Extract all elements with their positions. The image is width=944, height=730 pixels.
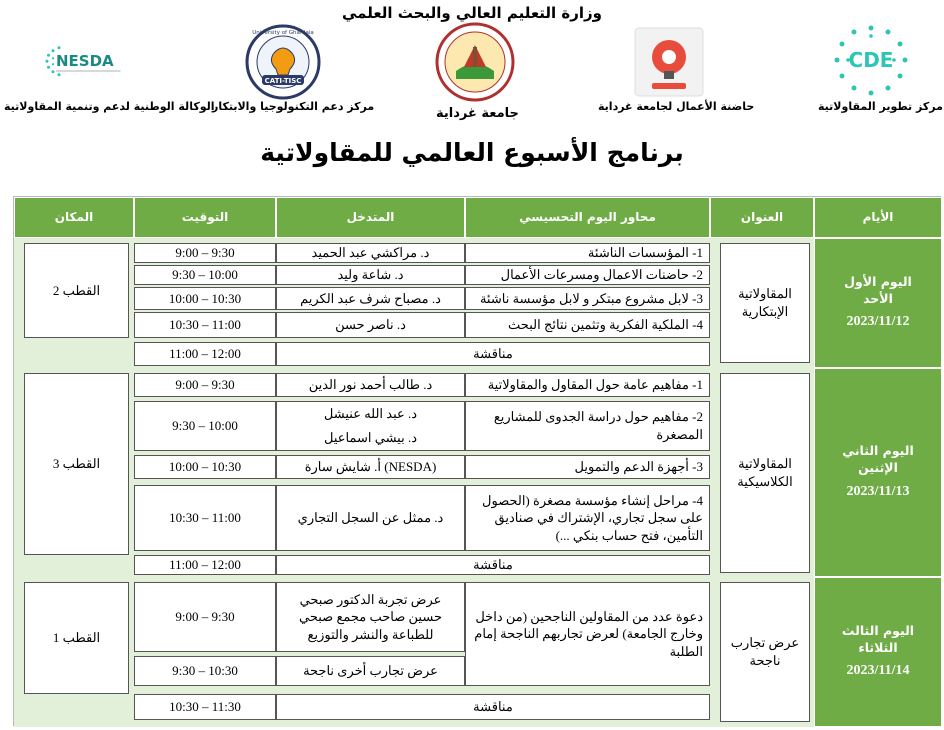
day2-time-4: 10:30 – 11:00	[134, 485, 276, 551]
day2-time-5: 11:00 – 12:00	[134, 555, 276, 575]
day3-name: اليوم الثالث	[841, 622, 915, 638]
day3-axis-1: دعوة عدد من المقاولين الناجحين (من داخل وخارج الجامعة) لعرض تجاربهم الناجحة إمام الطلبة	[465, 582, 710, 686]
day1-axis-4: 4- الملكية الفكرية وتثمين نتائج البحث	[465, 312, 710, 338]
nesda-logo	[38, 22, 128, 102]
day3-discussion: مناقشة	[276, 694, 710, 720]
caption-cati: مركز دعم التكنولوجيا والابتكار	[212, 100, 375, 113]
day1-date: 2023/11/12	[846, 314, 910, 330]
nesda-logo-text: NESDA	[56, 51, 114, 70]
day1-speaker-4: د. ناصر حسن	[276, 312, 465, 338]
day2-time-2: 9:30 – 10:00	[134, 401, 276, 451]
day2-discussion: مناقشة	[276, 555, 710, 575]
day3-weekday: الثلاثاء	[858, 639, 898, 655]
day2-time-3: 10:00 – 10:30	[134, 455, 276, 479]
day1-time-4: 10:30 – 11:00	[134, 312, 276, 338]
day1-time-5: 11:00 – 12:00	[134, 342, 276, 366]
cde-logo-text: CDE	[848, 48, 894, 72]
page-title: برنامج الأسبوع العالمي للمقاولاتية	[260, 138, 684, 167]
university-logo	[430, 22, 520, 102]
header-topic: العنوان	[710, 197, 814, 238]
day3-speaker-1: عرض تجربة الدكتور صبحي حسين صاحب مجمع صبحي للطباعة والنشر والتوزيع	[276, 582, 465, 652]
cati-logo-text: CATI-TISC	[264, 77, 302, 85]
day3-time-3: 10:30 – 11:30	[134, 694, 276, 720]
day3-time-2: 9:30 – 10:30	[134, 656, 276, 686]
day1-axis-1: 1- المؤسسات الناشئة	[465, 243, 710, 263]
day1-cell	[814, 238, 942, 368]
day2-speaker-4: د. ممثل عن السجل التجاري	[276, 485, 465, 551]
day2-time-1: 9:00 – 9:30	[134, 373, 276, 397]
day3-time-1: 9:00 – 9:30	[134, 582, 276, 652]
day1-place: القطب 2	[24, 243, 129, 338]
day2-place: القطب 3	[24, 373, 129, 555]
day2-cell	[814, 368, 942, 577]
day2-speaker-2a: د. عبد الله عنيشل	[323, 406, 418, 422]
header-days: الأيام	[814, 197, 942, 238]
day2-axis-3: 3- أجهزة الدعم والتمويل	[465, 455, 710, 479]
caption-university: جامعة غرداية	[436, 106, 519, 121]
day2-date: 2023/11/13	[846, 483, 910, 499]
day2-name: اليوم الثاني	[842, 443, 914, 459]
caption-cde: مركز تطوير المقاولاتية	[818, 100, 943, 113]
day1-topic: المقاولاتية الإبتكارية	[720, 243, 810, 363]
day1-weekday: الأحد	[863, 290, 893, 306]
day1-time-2: 9:30 – 10:00	[134, 265, 276, 285]
header-speaker: المتدخل	[276, 197, 465, 238]
day3-speaker-2: عرض تجارب أخرى ناجحة	[276, 656, 465, 686]
day1-axis-3: 3- لابل مشروع مبتكر و لابل مؤسسة ناشئة	[465, 287, 710, 310]
day3-place: القطب 1	[24, 582, 129, 694]
schedule-table	[13, 196, 941, 726]
day2-axis-1: 1- مفاهيم عامة حول المقاول والمقاولاتية	[465, 373, 710, 397]
day2-speaker-2	[276, 401, 465, 451]
day2-weekday: الإثنين	[858, 460, 898, 476]
caption-nesda: الوكالة الوطنية لدعم وتنمية المقاولاتية	[4, 100, 215, 113]
cde-logo	[826, 22, 916, 102]
day2-speaker-3: أ. شايش سارة (NESDA)	[276, 455, 465, 479]
day1-time-3: 10:00 – 10:30	[134, 287, 276, 310]
day3-date: 2023/11/14	[846, 663, 910, 679]
incubator-logo	[624, 22, 714, 102]
day2-axis-2: 2- مفاهيم حول دراسة الجدوى للمشاريع المصغرة	[465, 401, 710, 451]
day2-axis-4: 4- مراحل إنشاء مؤسسة مصغرة (الحصول على سجل تجاري، الإشتراك في صناديق التأمين، فتح حساب بنكي ...)	[465, 485, 710, 551]
day1-axis-2: 2- حاضنات الاعمال ومسرعات الأعمال	[465, 265, 710, 285]
header-axes: محاور اليوم التحسيسي	[465, 197, 710, 238]
ministry-name: وزارة التعليم العالي والبحث العلمي	[341, 4, 603, 22]
header-place: المكان	[14, 197, 134, 238]
day1-speaker-2: د. شاعة وليد	[276, 265, 465, 285]
day2-speaker-1: د. طالب أحمد نور الدين	[276, 373, 465, 397]
day1-speaker-1: د. مراكشي عبد الحميد	[276, 243, 465, 263]
header-timing: التوقيت	[134, 197, 276, 238]
day1-name: اليوم الأول	[844, 273, 912, 289]
day1-discussion: مناقشة	[276, 342, 710, 366]
cati-logo	[238, 22, 328, 102]
day2-speaker-2b: د. بيشي اسماعيل	[323, 430, 418, 445]
day3-topic: عرض تجارب ناجحة	[720, 582, 810, 722]
caption-incubator: حاضنة الأعمال لجامعة غرداية	[598, 100, 755, 113]
day1-time-1: 9:00 – 9:30	[134, 243, 276, 263]
day1-speaker-3: د. مصباح شرف عبد الكريم	[276, 287, 465, 310]
day3-cell	[814, 577, 942, 727]
cati-ring-text: University of Ghardaia	[252, 30, 314, 36]
day2-topic: المقاولاتية الكلاسيكية	[720, 373, 810, 573]
